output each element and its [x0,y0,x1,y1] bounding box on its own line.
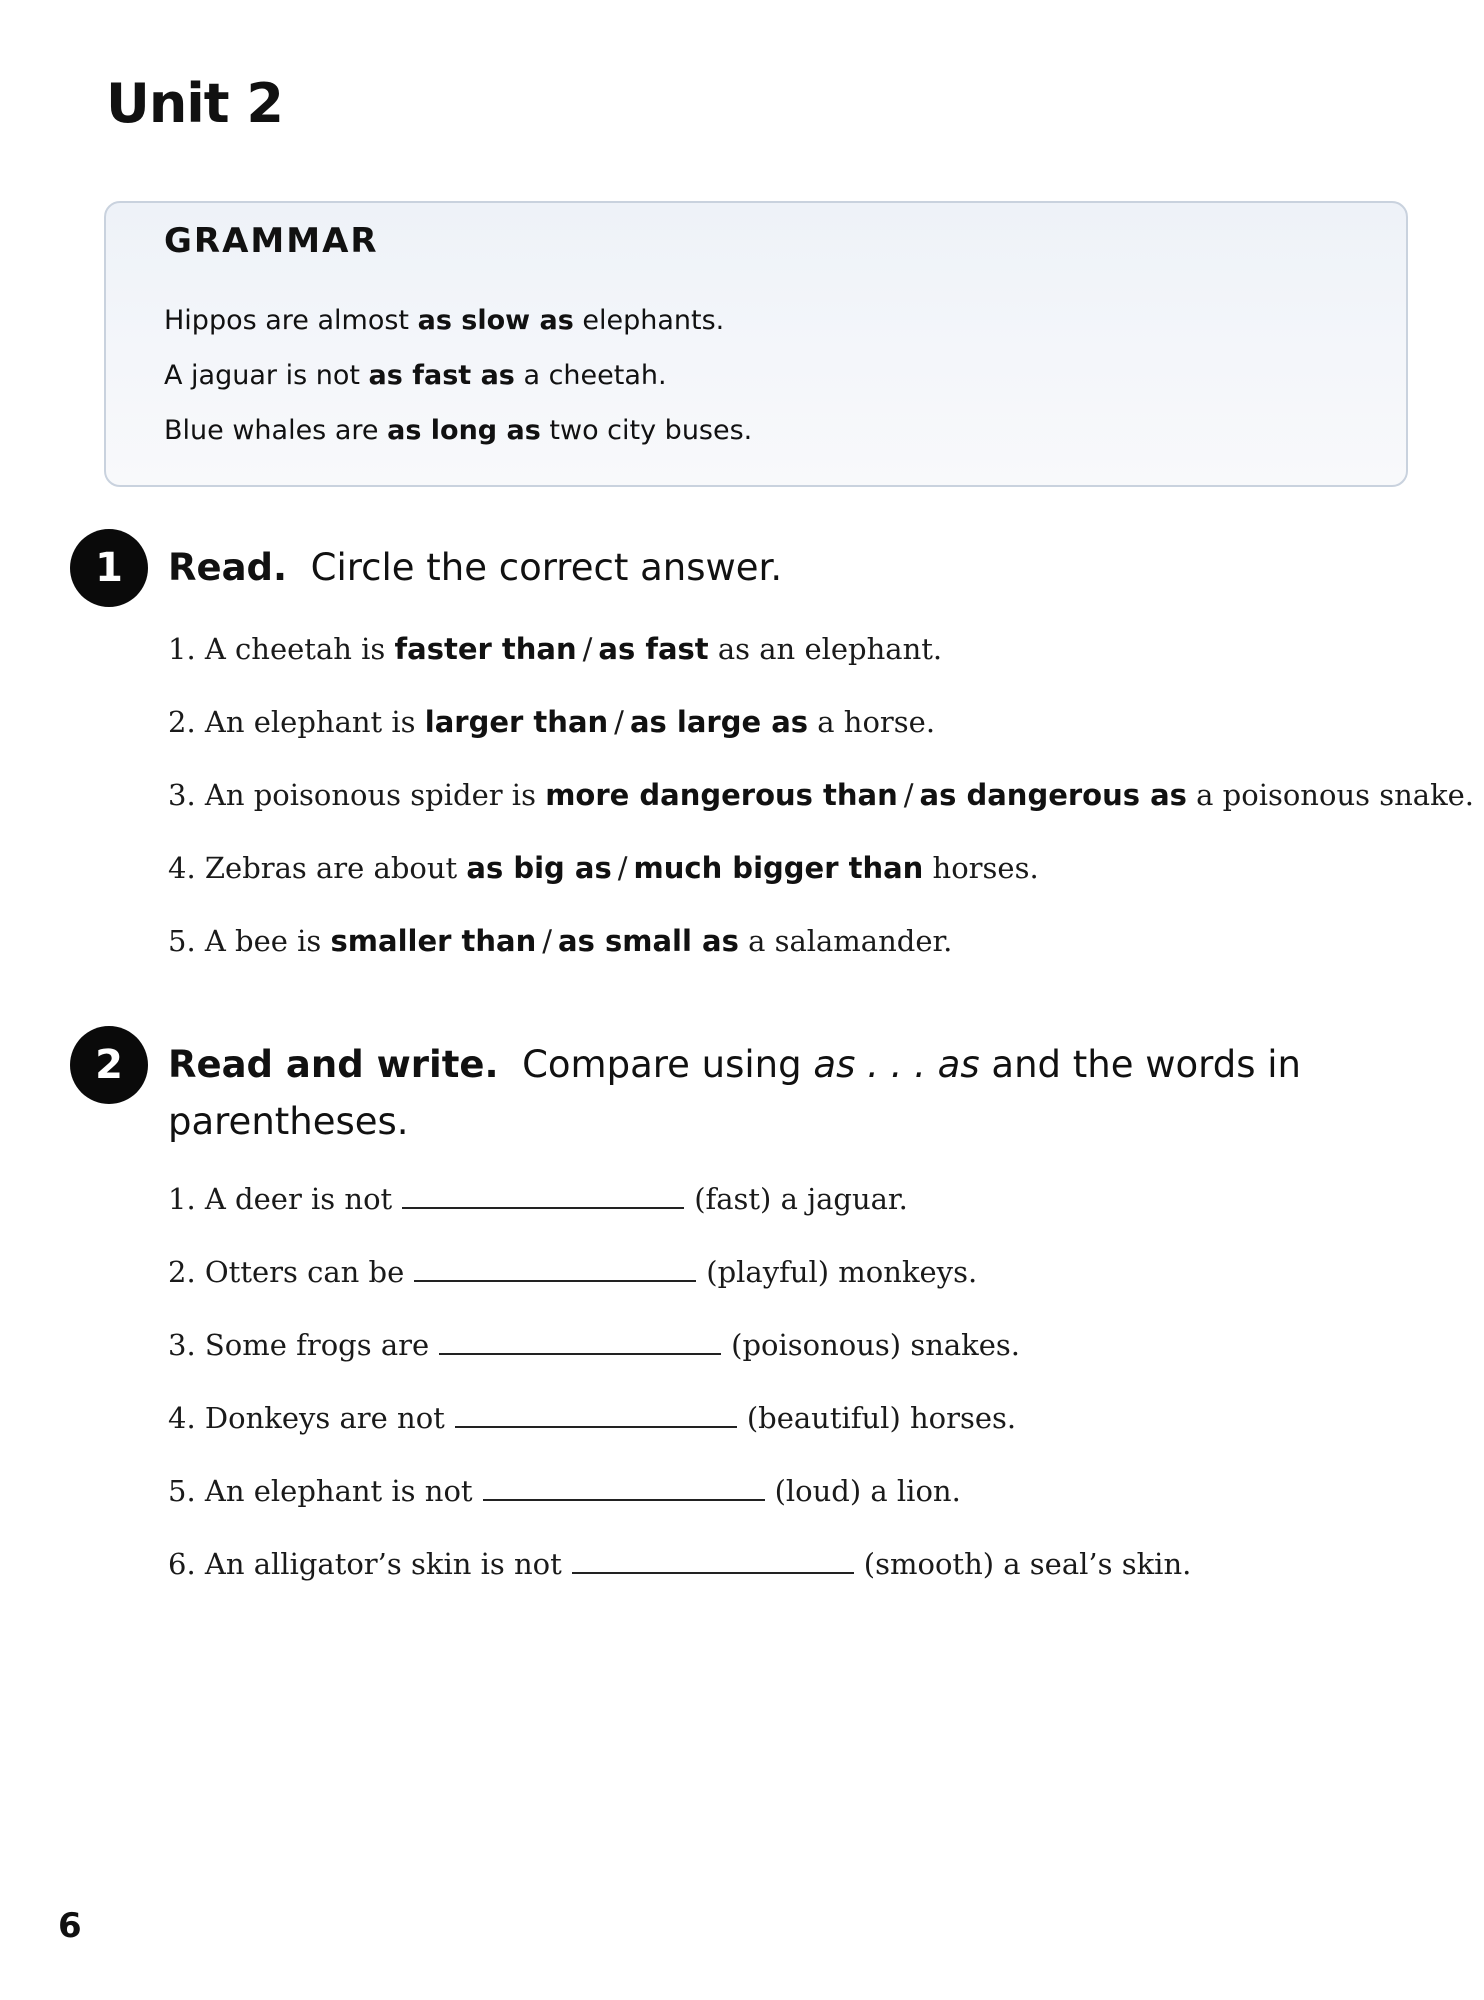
example-text: a cheetah. [514,360,667,391]
answer-option[interactable]: smaller than [330,924,537,958]
item-number: 5. [168,924,196,958]
grammar-example [164,348,752,403]
example-text: elephants. [573,305,725,336]
item-number: 2. [168,705,196,739]
item-text: a poisonous snake. [1196,778,1475,812]
example-bold: as fast as [368,360,515,391]
list-item [168,629,1474,702]
instruction-text: Compare using [522,1043,802,1086]
exercise-2-items [168,1179,1191,1617]
item-text: Donkeys are not [204,1401,445,1435]
example-bold: as slow as [417,305,574,336]
grammar-example [164,403,752,458]
answer-option[interactable]: as dangerous as [919,778,1187,812]
item-number: 1. [168,632,196,666]
exercise-1-items [168,629,1474,994]
item-text: Some frogs are [204,1328,430,1362]
list-item [168,1179,1191,1252]
option-separator: / [617,851,628,885]
item-text: A bee is [204,924,322,958]
answer-option[interactable]: as big as [466,851,612,885]
item-number: 3. [168,1328,196,1362]
grammar-examples [164,293,752,458]
list-item [168,1471,1191,1544]
item-number: 3. [168,778,196,812]
item-text: (loud) a lion. [774,1474,961,1508]
answer-option[interactable]: more dangerous than [545,778,898,812]
item-text: An poisonous spider is [204,778,536,812]
item-text: a horse. [817,705,936,739]
item-text: horses. [932,851,1039,885]
item-text: An alligator’s skin is not [204,1547,562,1581]
exercise-number-badge: 2 [70,1026,148,1104]
example-text: Hippos are almost [164,305,418,336]
item-number: 5. [168,1474,196,1508]
item-number: 6. [168,1547,196,1581]
option-separator: / [582,632,593,666]
list-item [168,848,1474,921]
instruction-italic: as . . . as [813,1043,980,1086]
example-text: A jaguar is not [164,360,369,391]
grammar-box [104,201,1408,487]
list-item [168,921,1474,994]
answer-blank[interactable] [483,1475,765,1501]
exercise-instruction [168,1036,1408,1150]
instruction-text: and the words in parentheses. [168,1043,1301,1143]
instruction-text: Circle the correct answer. [310,546,783,589]
item-text: (playful) monkeys. [706,1255,978,1289]
item-text: (smooth) a seal’s skin. [863,1547,1192,1581]
page-number: 6 [58,1906,82,1946]
list-item [168,1252,1191,1325]
item-text: as an elephant. [717,632,943,666]
answer-blank[interactable] [572,1548,854,1574]
example-text: Blue whales are [164,415,388,446]
list-item [168,1398,1191,1471]
answer-blank[interactable] [439,1329,721,1355]
exercise-number-badge: 1 [70,529,148,607]
answer-option[interactable]: as large as [629,705,809,739]
list-item [168,1544,1191,1617]
exercise-instruction [168,539,1408,596]
item-text: A cheetah is [204,632,386,666]
instruction-bold: Read. [168,546,288,589]
item-text: An elephant is not [204,1474,473,1508]
instruction-bold: Read and write. [168,1043,499,1086]
example-text: two city buses. [540,415,753,446]
option-separator: / [614,705,624,739]
item-number: 2. [168,1255,196,1289]
answer-option[interactable]: much bigger than [633,851,924,885]
list-item [168,1325,1191,1398]
item-number: 4. [168,851,196,885]
answer-option[interactable]: as fast [598,632,709,666]
item-text: A deer is not [204,1182,393,1216]
item-text: An elephant is [204,705,416,739]
list-item [168,702,1474,775]
answer-option[interactable]: as small as [558,924,739,958]
item-text: Zebras are about [204,851,458,885]
item-number: 4. [168,1401,196,1435]
item-text: a salamander. [748,924,953,958]
item-text: (poisonous) snakes. [731,1328,1021,1362]
option-separator: / [542,924,553,958]
answer-blank[interactable] [402,1183,684,1209]
grammar-example [164,293,752,348]
answer-option[interactable]: faster than [394,632,577,666]
answer-blank[interactable] [414,1256,696,1282]
list-item [168,775,1474,848]
option-separator: / [903,778,914,812]
item-number: 1. [168,1182,196,1216]
answer-option[interactable]: larger than [424,705,609,739]
example-bold: as long as [387,415,541,446]
unit-title: Unit 2 [106,72,283,135]
grammar-heading: GRAMMAR [164,221,379,261]
item-text: (beautiful) horses. [746,1401,1017,1435]
item-text: Otters can be [204,1255,405,1289]
answer-blank[interactable] [455,1402,737,1428]
item-text: (fast) a jaguar. [694,1182,908,1216]
